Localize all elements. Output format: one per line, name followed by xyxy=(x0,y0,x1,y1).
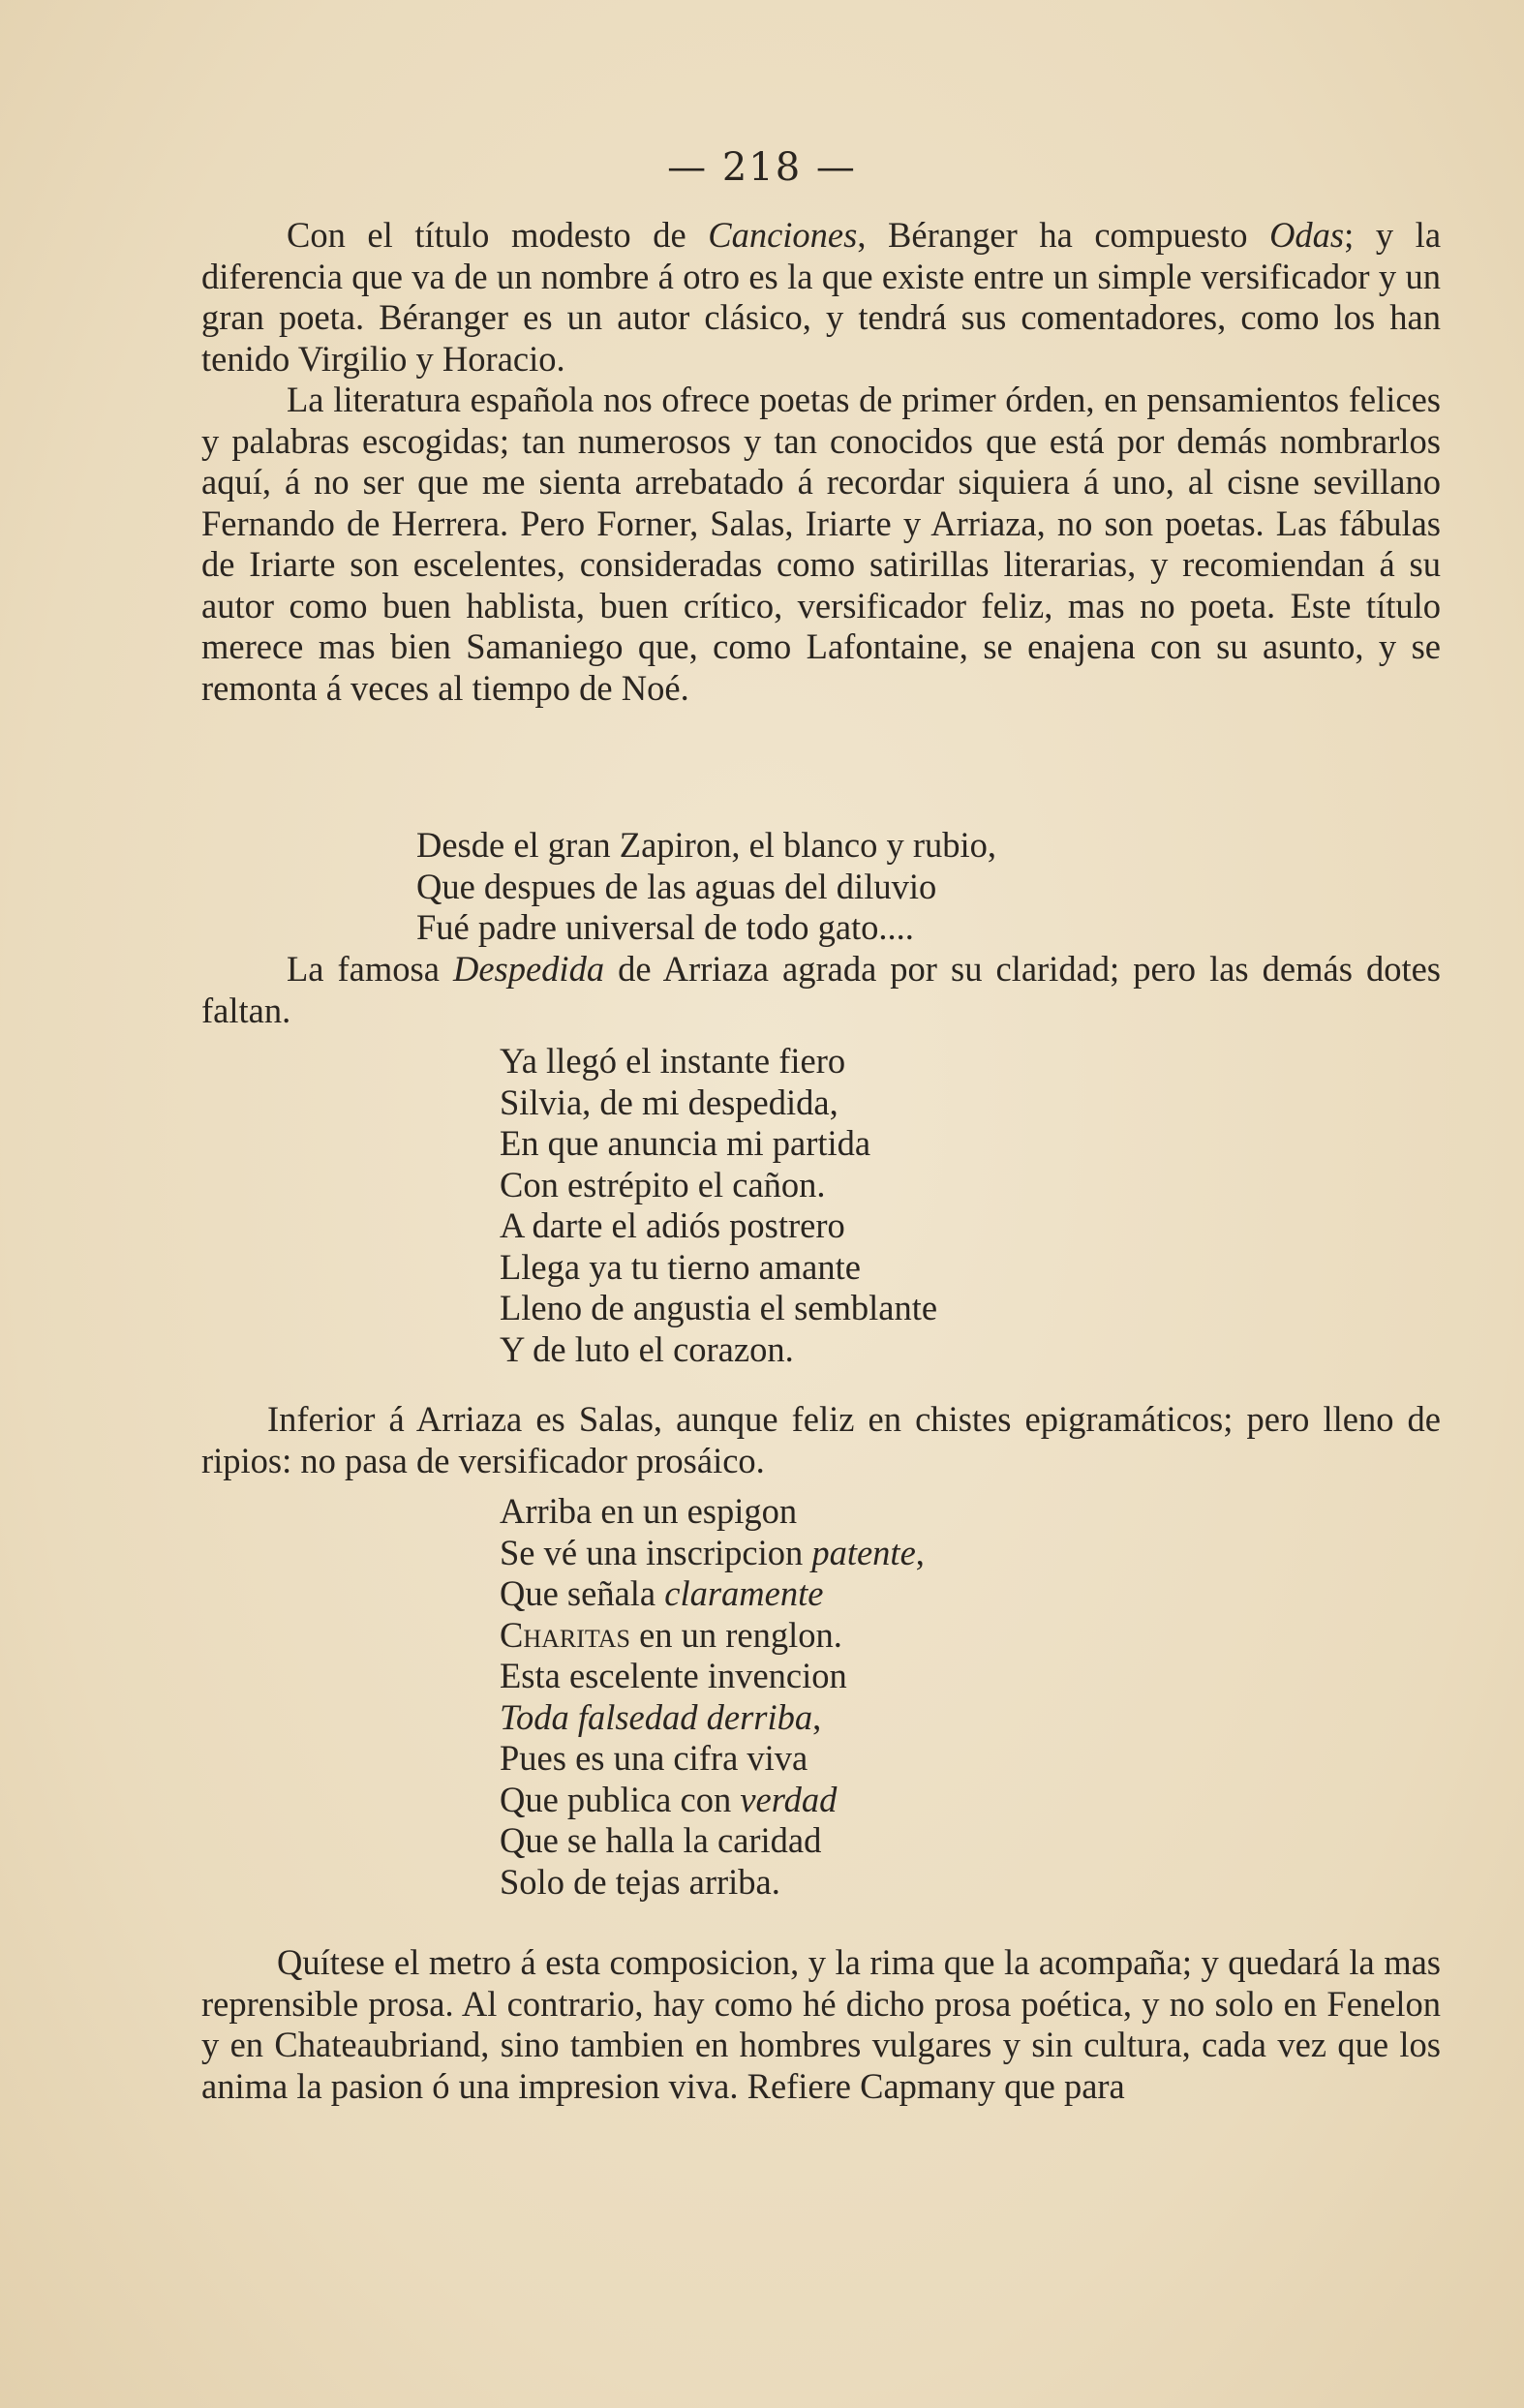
text-run: Que se halla la caridad xyxy=(500,1820,822,1860)
verse-block-1 xyxy=(416,825,996,949)
text-run: Quítese el metro á esta composicion, y la rima que la acompaña; y quedará la mas reprensible prosa. Al contrario, hay como hé dicho prosa poética, y no solo en Fenelon y en Chateaubriand, sino tambien en hombres vulgares y sin cultura, cada vez que los anima la pasion ó una impresion viva. Refiere Capmany que para xyxy=(201,1942,1441,2106)
italic-text: Toda falsedad derriba xyxy=(500,1696,813,1737)
verse-line xyxy=(500,1780,925,1821)
verse-line: Con estrépito el cañon. xyxy=(500,1164,826,1204)
italic-text: Despedida xyxy=(452,949,605,989)
text-run: ; y la diferencia que va de un nombre á otro es la que existe entre un simple versificador y un gran poeta. Béranger es un autor clásico, y tendrá sus comentadores, como los han tenido Virgilio y Horacio. xyxy=(201,215,1442,379)
paragraph xyxy=(201,380,1441,709)
text-run: Que publica con xyxy=(500,1779,741,1819)
prose-block-4 xyxy=(201,1942,1441,2107)
verse-line: En que anuncia mi partida xyxy=(500,1123,871,1163)
verse-line: Lleno de angustia el semblante xyxy=(500,1288,938,1327)
verse-line: Y de luto el corazon. xyxy=(500,1328,794,1369)
paragraph xyxy=(201,1399,1441,1481)
text-run: , xyxy=(812,1696,822,1737)
paragraph xyxy=(201,215,1441,380)
text-run: La famosa xyxy=(287,949,453,989)
italic-text: Odas xyxy=(1269,215,1345,255)
prose-block-3 xyxy=(201,1399,1441,1481)
verse-line: A darte el adiós postrero xyxy=(500,1205,845,1245)
paragraph xyxy=(201,1942,1441,2107)
paragraph xyxy=(201,949,1441,1031)
verse-line: Llega ya tu tierno amante xyxy=(500,1246,861,1287)
verse-line xyxy=(500,1533,925,1574)
verse-block-3 xyxy=(500,1491,925,1903)
prose-block-1 xyxy=(201,215,1441,709)
prose-block-2 xyxy=(201,949,1441,1031)
text-run: de Arriaza agrada por su claridad; pero las demás dotes faltan. xyxy=(201,949,1441,1030)
text-run: Arriba en un espigon xyxy=(500,1491,798,1531)
italic-text: Canciones xyxy=(708,215,858,255)
text-run: , xyxy=(915,1532,925,1572)
verse-line xyxy=(500,1573,925,1615)
verse-line xyxy=(500,1738,925,1780)
text-run: Inferior á Arriaza es Salas, aunque feliz en chistes epigramáticos; pero lleno de ripios: no pasa de versificador prosáico. xyxy=(201,1399,1441,1480)
verse-line xyxy=(500,1697,925,1739)
text-run: , Béranger ha compuesto xyxy=(857,215,1270,255)
text-run: Solo de tejas arriba. xyxy=(500,1861,780,1902)
small-caps-text: Charitas xyxy=(500,1614,630,1655)
text-run: Esta escelente invencion xyxy=(500,1656,847,1695)
text-run: Pues es una cifra viva xyxy=(500,1738,808,1778)
italic-text: patente xyxy=(811,1532,916,1572)
text-run: en un renglon. xyxy=(629,1614,842,1655)
verse-line xyxy=(500,1615,925,1657)
text-run: La literatura española nos ofrece poetas de primer órden, en pensamientos felices y palabras escogidas; tan numerosos y tan conocidos que está por demás nombrarlos aquí, á no ser que me sienta arrebatado á recordar siquiera á uno, al cisne sevillano Fernando de Herrera. Pero Forner, Salas, Iriarte y Arriaza, no son poetas. Las fábulas de Iriarte son escelentes, consideradas como satirillas literarias, y recomiendan á su autor como buen hablista, buen crítico, versificador feliz, mas no poeta. Este título merece mas bien Samaniego que, como Lafontaine, se enajena con su asunto, y se remonta á veces al tiempo de Noé. xyxy=(201,380,1441,708)
verse-block-2 xyxy=(500,1041,937,1370)
verse-line xyxy=(500,1656,925,1697)
verse-line: Ya llegó el instante fiero xyxy=(500,1041,846,1081)
verse-line: Desde el gran Zapiron, el blanco y rubio, xyxy=(416,825,997,865)
verse-line xyxy=(500,1491,925,1533)
page-number: — 218 — xyxy=(667,145,857,190)
text-run: Que señala xyxy=(500,1573,665,1613)
verse-line: Silvia, de mi despedida, xyxy=(500,1082,838,1122)
verse-line: Fué padre universal de todo gato.... xyxy=(416,907,914,947)
verse-line xyxy=(500,1820,925,1862)
verse-line xyxy=(500,1862,925,1904)
italic-text: verdad xyxy=(740,1779,838,1819)
verse-line: Que despues de las aguas del diluvio xyxy=(416,866,937,906)
text-run: Con el título modesto de xyxy=(287,215,709,255)
italic-text: claramente xyxy=(664,1573,824,1613)
text-run: Se vé una inscripcion xyxy=(500,1532,812,1572)
